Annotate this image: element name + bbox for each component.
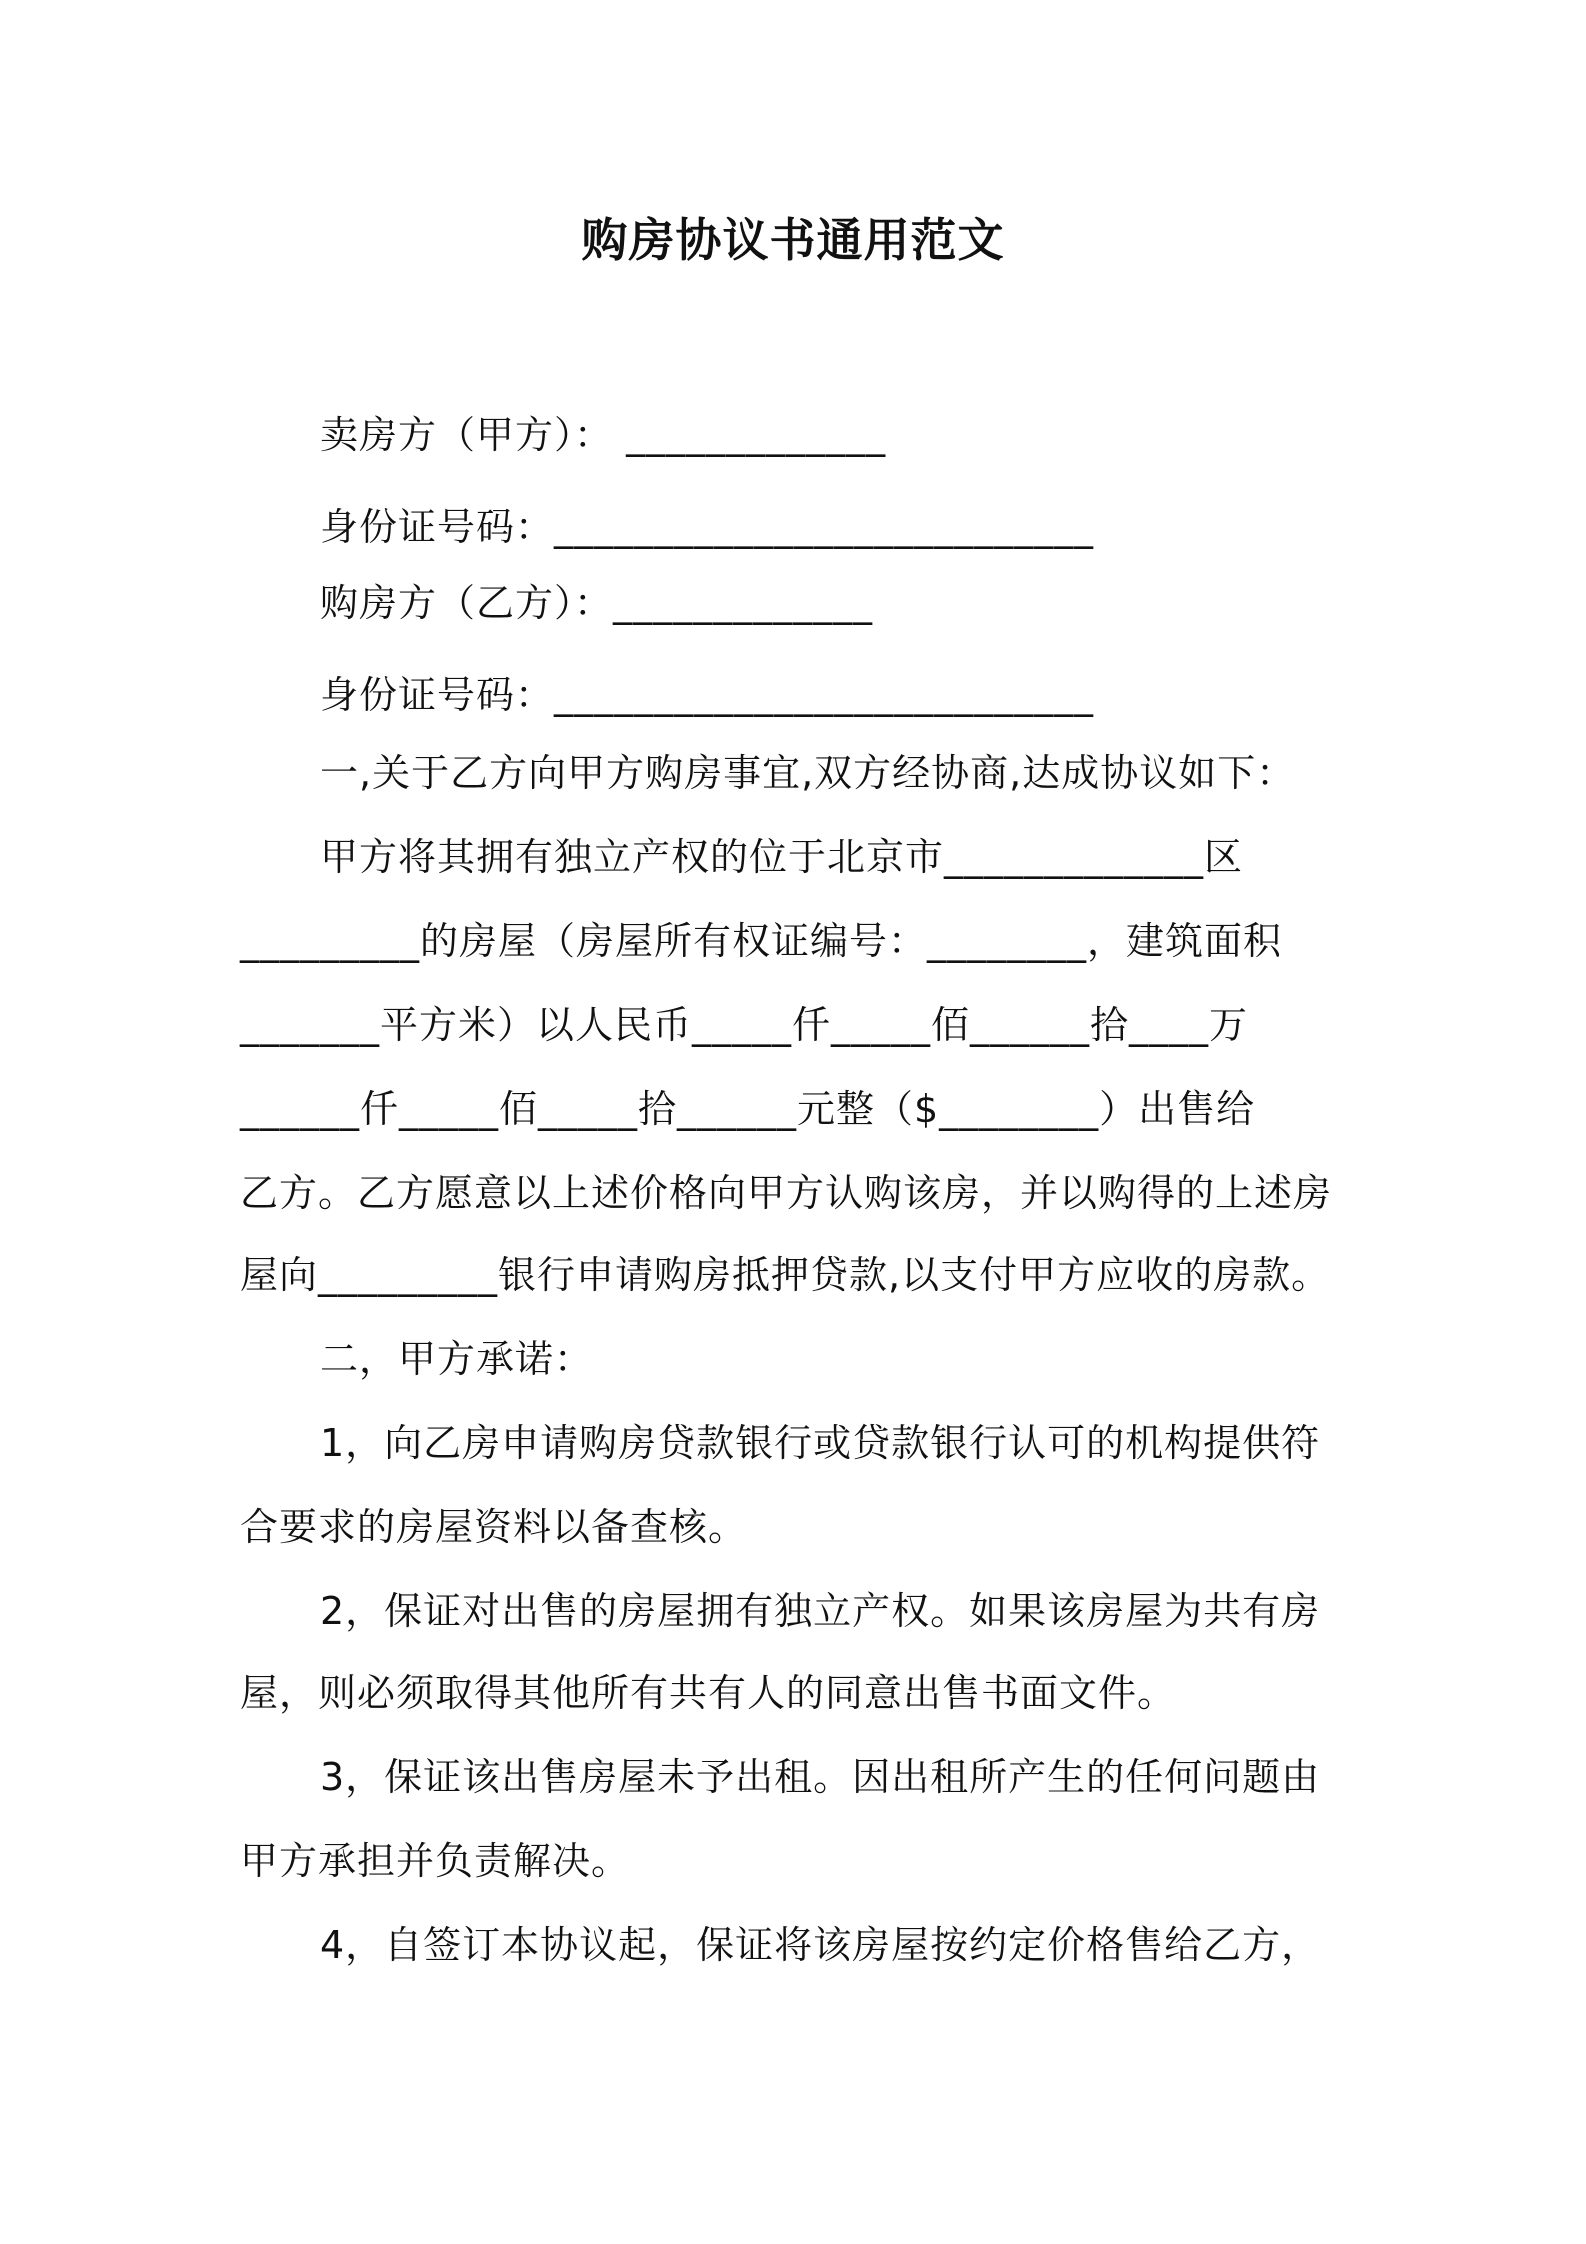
seller-line: 卖房方（甲方）： _____________	[320, 413, 887, 457]
seller-id-line: 身份证号码：___________________________	[320, 505, 1095, 549]
buyer-line: 购房方（乙方）：_____________	[320, 581, 874, 625]
commitment-item-2: 2，保证对出售的房屋拥有独立产权。如果该房屋为共有房	[320, 1589, 1321, 1633]
section1-line: ______仟_____佰_____拾______元整（$________）出售给	[240, 1087, 1256, 1131]
section1-line: _______平方米）以人民币_____仟_____佰______拾____万	[240, 1003, 1249, 1047]
commitment-item-4: 4，自签订本协议起，保证将该房屋按约定价格售给乙方，	[320, 1923, 1321, 1967]
commitment-item-2-cont: 屋，则必须取得其他所有共有人的同意出售书面文件。	[240, 1671, 1177, 1715]
section1-line: 屋向_________银行申请购房抵押贷款,以支付甲方应收的房款。	[240, 1253, 1331, 1297]
commitment-item-3-cont: 甲方承担并负责解决。	[240, 1839, 631, 1883]
section1-line: 乙方。乙方愿意以上述价格向甲方认购该房，并以购得的上述房	[240, 1171, 1333, 1215]
section1-line: 甲方将其拥有独立产权的位于北京市_____________区	[320, 835, 1244, 879]
section1-line: _________的房屋（房屋所有权证编号：________，建筑面积	[240, 919, 1283, 963]
commitment-item-1-cont: 合要求的房屋资料以备查核。	[240, 1505, 748, 1549]
commitment-item-1: 1，向乙房申请购房贷款银行或贷款银行认可的机构提供符	[320, 1421, 1321, 1465]
section1-heading: 一,关于乙方向甲方购房事宜,双方经协商,达成协议如下：	[320, 751, 1296, 795]
section2-heading: 二，甲方承诺：	[320, 1337, 594, 1381]
commitment-item-3: 3，保证该出售房屋未予出租。因出租所产生的任何问题由	[320, 1755, 1321, 1799]
buyer-id-line: 身份证号码：___________________________	[320, 673, 1095, 717]
document-title: 购房协议书通用范文	[581, 213, 1005, 267]
